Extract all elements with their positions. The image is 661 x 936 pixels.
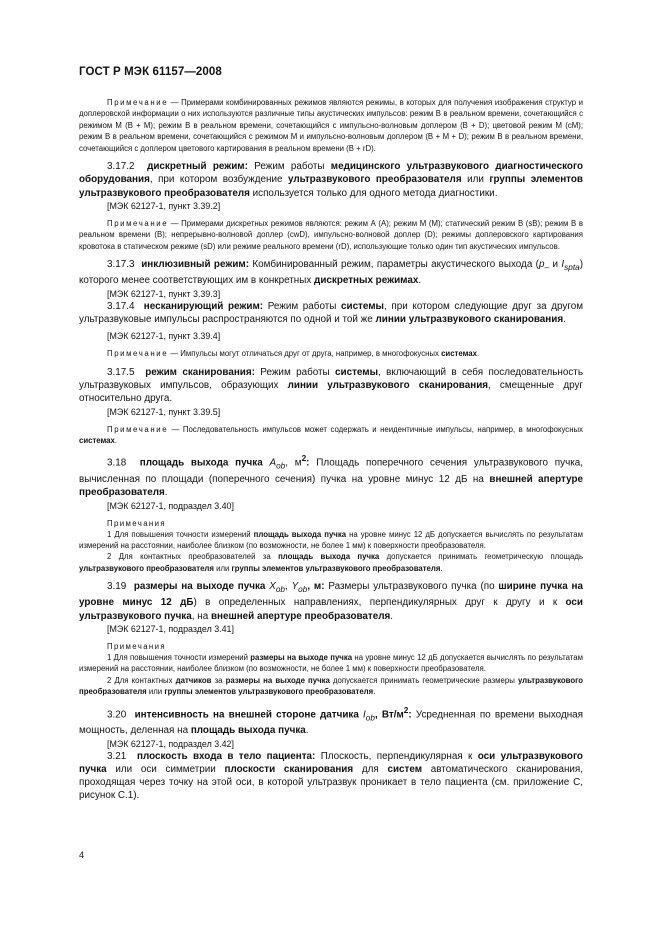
term-3-21: 3.21 плоскость входа в тело пациента: Плоскость, перпендикулярная к оси ультразвукового пучка или оси симметрии плоскости сканирования для систем автоматического сканирования, проходящая через точку на этой оси, в которой ультразвук проникает в тело пациента (см. приложение С, рисунок С.1). [79, 750, 583, 802]
page-number: 4 [79, 850, 85, 860]
note-3-19-item-2: 2 Для контактных датчиков за размеры на выходе пучка допускается принимать геометрические размеры ультразвукового преобразователя или группы элементов ультразвукового преобразователя. [79, 675, 583, 697]
note-combined-modes: Примечание — Примерами комбинированных режимов являются режимы, в которых для получения изображения структур и доплеровской информации о них используются различные типы акустических импульсов: режим В в реальном времени, сочетающийся с режимом М (В + М); режим В в реальном времени, сочетающийся с импульсно-волновым доплером (В + D); цветовой режим М (cM); режим В в реальном времени, сочетающийся с режимом М и импульсно-волновым доплером (В + М + D); режим В в реальном времени, сочетающийся с доплером цветового картирования в реальном времени (В + rD). [79, 98, 583, 153]
reference-3-19: [МЭК 62127-1, подраздел 3.41] [107, 624, 234, 635]
term-3-17-4: 3.17.4 несканирующий режим: Режим работы системы, при котором следующие друг за другом ультразвуковые импульсы распространяются по одной и той же линии ультразвукового сканирования. [79, 300, 584, 325]
term-3-20: 3.20 интенсивность на внешней стороне датчика $I_{ob}$, $Вт/м^2$: Усредненная по времени выходная мощность, деленная на площадь выхода пучка. [79, 705, 583, 737]
reference-3-17-4: [МЭК 62127-1, пункт 3.39.4] [107, 331, 221, 342]
note-scanning: Примечание — Последовательность импульсов может содержать и неидентичные импульсы, например, в многофокусных системах. [79, 424, 583, 445]
note-3-19-item-1: 1 Для повышения точности измерений размеры на выходе пучка на уровне минус 12 дБ допускается вычислять по результатам измерений на расстоянии, наиболее близком (по возможности, не более 1 мм) к поверхности преобразователя. [79, 653, 583, 674]
reference-3-17-5: [МЭК 62127-1, пункт 3.39.5] [107, 406, 221, 417]
page-header: ГОСТ Р МЭК 61157—2008 [79, 66, 222, 78]
reference-3-18: [МЭК 62127-1, подраздел 3.40] [107, 500, 234, 511]
term-3-18: 3.18 площадь выхода пучка $A_{ob}$, $м^2$: Площадь поперечного сечения ультразвукового пучка, вычисленная по площади (поперечного сечения) пучка на уровне минус 12 дБ на внешней апертуре преобразователя. [79, 454, 583, 499]
term-3-17-3: 3.17.3 инклюзивный режим: Комбинированный режим, параметры акустического выхода ($p_-$ и $I_{spta}$) которого менее соответствующих им в конкретных дискретных режимах. [79, 259, 584, 287]
reference-3-17-3: [МЭК 62127-1, пункт 3.39.3] [107, 288, 221, 299]
reference-3-20: [МЭК 62127-1, подраздел 3.42] [107, 738, 234, 749]
term-3-17-5: 3.17.5 режим сканирования: Режим работы системы, включающий в себя последовательность ультразвуковых импульсов, образующих линии ультразвукового сканирования, смещенные друг относительно друга. [79, 366, 583, 405]
note-discrete-modes: Примечание — Примерами дискретных режимов являются: режим А (А); режим М (М); статический режим В (sB); режим В в реальном времени (В); непрерывно-волновой доплер (cwD), импульсно-волновой доплер (D); режимы доплеровского картирования кровотока в статическом режиме (sD) или режиме реального времени (rD), использующие только один тип акустических импульсов. [79, 218, 583, 251]
notes-heading-3-19: Примечания [107, 642, 167, 652]
reference-3-17-2: [МЭК 62127-1, пункт 3.39.2] [107, 200, 221, 211]
page-content [79, 97, 583, 803]
term-3-19: 3.19 размеры на выходе пучка $X_{ob}$, $Y_{ob}$, м: Размеры ультразвукового пучка (по ширине пучка на уровне минус 12 дБ) в определенных направлениях, перпендикулярных друг к другу и к оси ультразвукового пучка, на внешней апертуре преобразователя. [79, 581, 583, 622]
note-non-scanning: Примечание — Импульсы могут отличаться друг от друга, например, в многофокусных системах. [107, 349, 480, 359]
notes-heading-3-18: Примечания [107, 518, 167, 528]
term-3-17-2: 3.17.2 дискретный режим: Режим работы медицинского ультразвукового диагностического оборудования, при котором возбуждение ультразвукового преобразователя или группы элементов ультразвукового преобразователя используется только для одного метода диагностики. [79, 161, 583, 199]
note-3-18-item-1: 1 Для повышения точности измерений площадь выхода пучка на уровне минус 12 дБ допускается вычислять по результатам измерений на расстоянии, наиболее близком (по возможности, не более 1 мм) к поверхности преобразователя. [79, 529, 584, 550]
note-3-18-item-2: 2 Для контактных преобразователей за площадь выхода пучка допускается принимать геометрическую площадь ультразвукового преобразователя или группы элементов ультразвукового преобразователя. [79, 552, 584, 573]
